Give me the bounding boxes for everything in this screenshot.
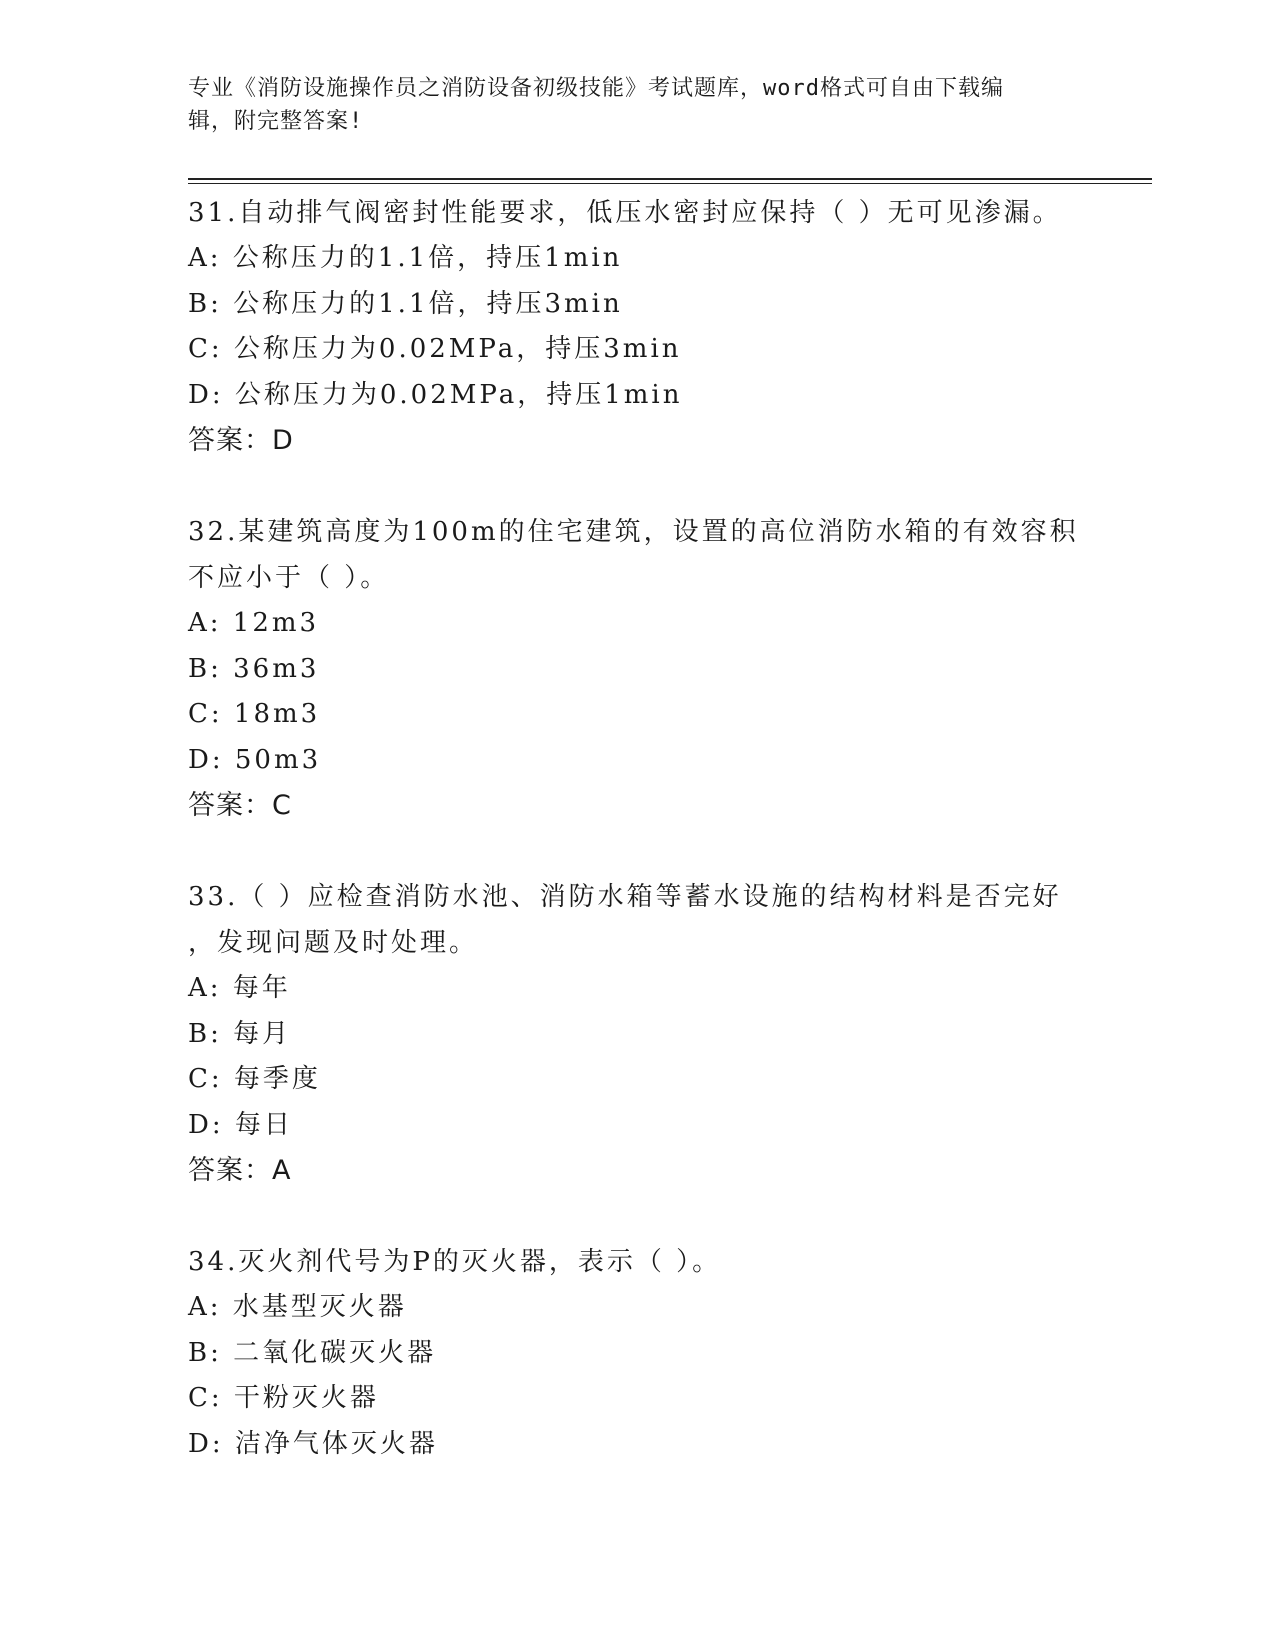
question-34 (188, 1239, 1088, 1467)
answer-line: 答案：C (188, 790, 292, 821)
option-b: B: 公称压力的1.1倍，持压3min (188, 288, 623, 319)
option-a: A: 每年 (188, 973, 291, 1003)
option-d: D: 洁净气体灭火器 (188, 1428, 438, 1459)
question-32 (188, 509, 1088, 829)
option-c: C: 18m3 (188, 699, 321, 729)
option-d: D: 每日 (188, 1109, 293, 1140)
question-31 (188, 190, 1088, 464)
option-a: A: 水基型灭火器 (188, 1292, 407, 1322)
question-stem-line: 32.某建筑高度为100m的住宅建筑，设置的高位消防水箱的有效容积 (188, 517, 1079, 547)
answer-line: 答案：A (188, 1155, 292, 1186)
option-d: D: 公称压力为0.02MPa，持压1min (188, 379, 683, 410)
option-d: D: 50m3 (188, 744, 322, 775)
option-b: B: 36m3 (188, 653, 320, 684)
option-a: A: 公称压力的1.1倍，持压1min (188, 243, 623, 273)
header-line-2: 辑，附完整答案! (188, 109, 364, 134)
option-c: C: 每季度 (188, 1064, 321, 1094)
option-b: B: 每月 (188, 1018, 292, 1049)
question-stem-line: 不应小于（ ）。 (188, 563, 390, 593)
option-a: A: 12m3 (188, 608, 320, 638)
header-divider-thick (188, 178, 1152, 180)
option-b: B: 二氧化碳灭火器 (188, 1337, 437, 1368)
question-stem-line: ，发现问题及时处理。 (188, 928, 479, 958)
question-stem-line: 33.（ ）应检查消防水池、消防水箱等蓄水设施的结构材料是否完好 (188, 882, 1062, 912)
question-list (188, 190, 1088, 1512)
option-c: C: 干粉灭火器 (188, 1383, 379, 1413)
question-stem-line: 31.自动排气阀密封性能要求，低压水密封应保持（ ）无可见渗漏。 (188, 198, 1062, 228)
option-c: C: 公称压力为0.02MPa，持压3min (188, 334, 682, 364)
header-divider-thin (188, 183, 1152, 184)
question-33 (188, 874, 1088, 1194)
answer-line: 答案：D (188, 425, 294, 456)
header-line-1: 专业《消防设施操作员之消防设备初级技能》考试题库，word格式可自由下载编 (188, 76, 1004, 101)
document-header (188, 72, 1068, 138)
question-stem-line: 34.灭火剂代号为P的灭火器，表示（ ）。 (188, 1247, 722, 1277)
